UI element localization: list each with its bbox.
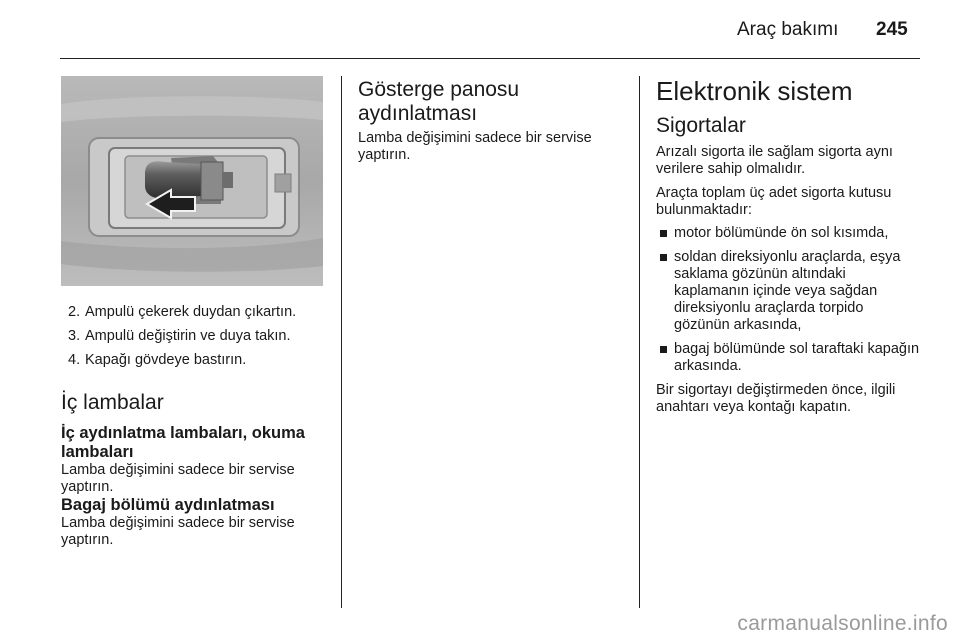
running-header-title: Araç bakımı [737, 19, 839, 40]
step-number: 2. [68, 304, 81, 320]
left-column [61, 76, 323, 549]
bullet-text: bagaj bölümünde sol taraftaki kapağın arkasında. [674, 341, 920, 374]
bullet-square-icon [660, 254, 667, 261]
step-item [68, 351, 323, 369]
step-list [68, 303, 323, 369]
body-paragraph: Lamba değişimini sadece bir servise yaptırın. [61, 462, 295, 495]
bullet-square-icon [660, 346, 667, 353]
body-paragraph: Lamba değişimini sadece bir servise yaptırın. [61, 515, 295, 548]
right-column [656, 76, 922, 416]
body-paragraph: Araçta toplam üç adet sigorta kutusu bulunmaktadır: [656, 185, 892, 218]
bullet-square-icon [660, 230, 667, 237]
header-rule [60, 58, 920, 59]
section-heading: İç lambalar [61, 391, 164, 414]
column-divider [341, 76, 342, 608]
bulb-replacement-illustration [61, 76, 323, 286]
subsection-heading: Bagaj bölümü aydınlatması [61, 496, 275, 514]
step-item [68, 303, 323, 321]
body-paragraph: Lamba değişimini sadece bir servise yaptırın. [358, 130, 592, 163]
subsection-heading: İç aydınlatma lambaları, okuma lambaları [61, 424, 305, 461]
section-heading: Sigortalar [656, 114, 746, 137]
body-paragraph: Arızalı sigorta ile sağlam sigorta aynı verilere sahip olmalıdır. [656, 144, 893, 177]
step-text: Ampulü değiştirin ve duya takın. [85, 328, 291, 344]
chapter-heading: Elektronik sistem [656, 76, 853, 106]
step-item [68, 327, 323, 345]
step-text: Ampulü çekerek duydan çıkartın. [85, 304, 297, 320]
column-divider [639, 76, 640, 608]
step-number: 3. [68, 328, 81, 344]
middle-column [358, 78, 623, 164]
bullet-item [656, 225, 922, 242]
section-heading: Gösterge panosu aydınlatması [358, 78, 520, 125]
page-number: 245 [876, 19, 908, 40]
site-watermark: carmanualsonline.info [737, 612, 948, 635]
bullet-item [656, 341, 922, 375]
body-paragraph: Bir sigortayı değiştirmeden önce, ilgili anahtarı veya kontağı kapatın. [656, 382, 896, 415]
step-text: Kapağı gövdeye bastırın. [85, 352, 247, 368]
bullet-item [656, 249, 922, 334]
bullet-text: motor bölümünde ön sol kısımda, [674, 225, 889, 241]
bullet-list [656, 225, 922, 375]
bullet-text: soldan direksiyonlu araçlarda, eşya saklama gözünün altındaki kaplamanın içinde veya sağdan direksiyonlu araçlarda torpido gözünün arkasında, [674, 249, 901, 333]
step-number: 4. [68, 352, 81, 368]
